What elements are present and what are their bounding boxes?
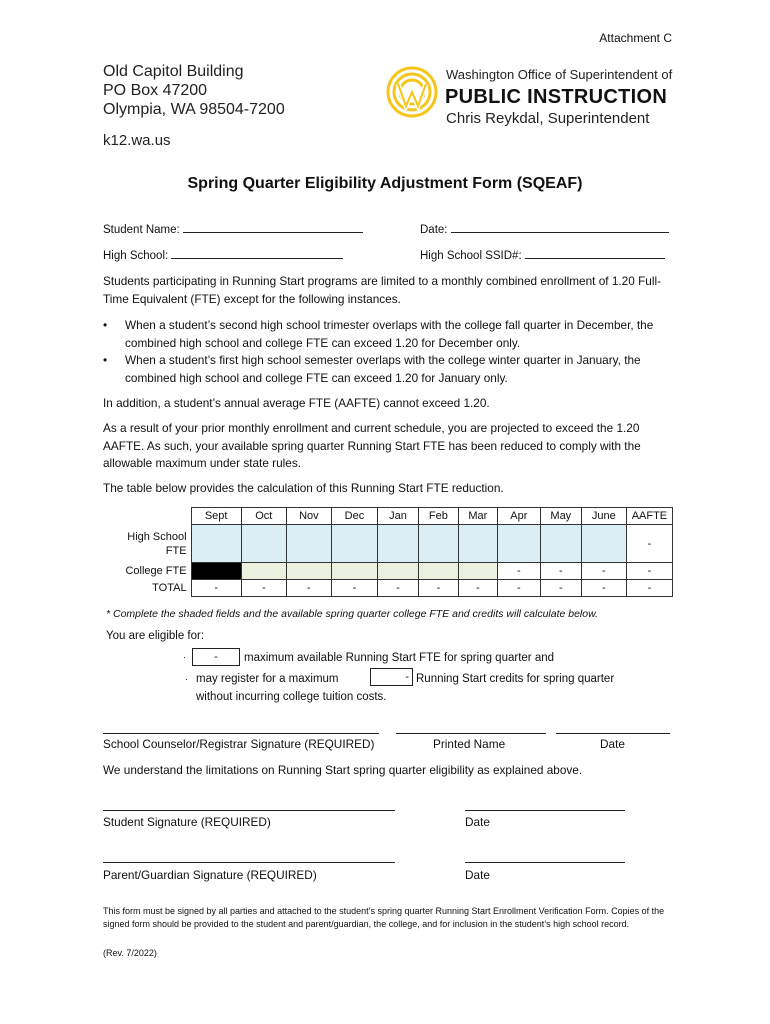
student-date-line[interactable]	[465, 810, 625, 811]
parent-date-label: Date	[465, 868, 490, 882]
hs-fte-cell[interactable]	[331, 525, 377, 563]
eligibility-marker-icon: ·	[183, 652, 186, 662]
understand-statement: We understand the limitations on Running Start spring quarter eligibility as explained above.	[103, 763, 583, 777]
printed-name-line[interactable]	[396, 733, 546, 734]
col-header: Dec	[331, 508, 377, 525]
col-header: AAFTE	[626, 508, 672, 525]
fte-table	[103, 507, 673, 597]
col-header: Apr	[497, 508, 540, 525]
date-line[interactable]	[451, 222, 669, 233]
row-label-total: TOTAL	[152, 582, 187, 594]
credits-prefix: may register for a maximum	[196, 673, 339, 685]
total-cell: -	[241, 580, 286, 597]
college-fte-cell[interactable]	[286, 563, 331, 580]
hs-fte-cell[interactable]	[581, 525, 626, 563]
credits-suffix: without incurring college tuition costs.	[196, 691, 387, 703]
form-title: Spring Quarter Eligibility Adjustment Form (SQEAF)	[187, 175, 583, 192]
col-header: June	[581, 508, 626, 525]
total-cell: -	[331, 580, 377, 597]
student-name-line[interactable]	[183, 222, 363, 233]
bullet-item	[103, 352, 683, 388]
hs-fte-cell[interactable]	[418, 525, 458, 563]
table-row-high-school	[103, 525, 673, 563]
counselor-date-label: Date	[600, 737, 625, 751]
ospi-seal-icon	[386, 62, 438, 126]
address-block	[103, 62, 285, 119]
student-signature-label: Student Signature (REQUIRED)	[103, 815, 271, 829]
total-cell: -	[540, 580, 581, 597]
college-fte-cell[interactable]	[241, 563, 286, 580]
table-note: * Complete the shaded fields and the available spring quarter college FTE and credits will calculate below.	[106, 608, 599, 620]
total-cell: -	[286, 580, 331, 597]
col-header: Feb	[418, 508, 458, 525]
eligibility-marker-icon: ·	[185, 674, 188, 684]
bullet-dot-icon: •	[103, 318, 108, 332]
table-intro: The table below provides the calculation of this Running Start FTE reduction.	[103, 481, 504, 495]
fte-text: maximum available Running Start FTE for spring quarter and	[244, 652, 555, 664]
college-fte-cell[interactable]	[458, 563, 497, 580]
total-cell: -	[418, 580, 458, 597]
intro-paragraph: Students participating in Running Start programs are limited to a monthly combined enrollment of 1.20 Full-Time Equivalent (FTE) except for the following instances.	[103, 274, 662, 306]
college-fte-cell: -	[497, 563, 540, 580]
hs-fte-cell[interactable]	[191, 525, 241, 563]
high-school-line[interactable]	[171, 248, 343, 259]
student-signature-line[interactable]	[103, 810, 395, 811]
bullet-dot-icon: •	[103, 353, 108, 367]
hs-fte-cell[interactable]	[241, 525, 286, 563]
parent-signature-label: Parent/Guardian Signature (REQUIRED)	[103, 868, 317, 882]
parent-date-line[interactable]	[465, 862, 625, 863]
counselor-signature-label: School Counselor/Registrar Signature (REQUIRED)	[103, 737, 375, 751]
aafte-note: In addition, a student’s annual average FTE (AAFTE) cannot exceed 1.20.	[103, 396, 490, 410]
college-fte-cell[interactable]	[418, 563, 458, 580]
ospi-logo	[386, 62, 686, 134]
college-fte-cell: -	[581, 563, 626, 580]
col-header: Nov	[286, 508, 331, 525]
student-name-field[interactable]	[103, 222, 363, 236]
college-fte-cell[interactable]	[331, 563, 377, 580]
total-cell: -	[626, 580, 672, 597]
col-header: Sept	[191, 508, 241, 525]
table-row-total	[103, 580, 673, 597]
college-fte-cell[interactable]	[377, 563, 418, 580]
address-line: Olympia, WA 98504-7200	[103, 101, 285, 118]
high-school-field[interactable]	[103, 248, 343, 262]
hs-fte-cell[interactable]	[540, 525, 581, 563]
col-header: Oct	[241, 508, 286, 525]
college-fte-cell: -	[540, 563, 581, 580]
row-label-college: College FTE	[125, 565, 187, 577]
attachment-label: Attachment C	[599, 31, 672, 45]
parent-signature-line[interactable]	[103, 862, 395, 863]
ssid-label: High School SSID#:	[420, 250, 522, 262]
counselor-date-line[interactable]	[556, 733, 670, 734]
logo-line-3: Chris Reykdal, Superintendent	[446, 110, 650, 127]
high-school-label: High School:	[103, 250, 169, 262]
total-cell: -	[458, 580, 497, 597]
address-line: PO Box 47200	[103, 82, 208, 99]
ssid-line[interactable]	[525, 248, 665, 259]
fte-value-box: -	[192, 648, 240, 666]
date-label: Date:	[420, 224, 448, 236]
total-cell: -	[497, 580, 540, 597]
eligible-label: You are eligible for:	[106, 630, 205, 642]
credits-text: Running Start credits for spring quarter	[416, 673, 615, 685]
result-note: As a result of your prior monthly enrollment and current schedule, you are projected to exceed the 1.20 AAFTE. As such, your available spring quarter Running Start FTE has been reduced to comply with the allowable maximum under state rules.	[103, 421, 641, 470]
hs-fte-cell[interactable]	[497, 525, 540, 563]
college-aafte-cell: -	[626, 563, 672, 580]
col-header: Mar	[458, 508, 497, 525]
logo-line-1: Washington Office of Superintendent of	[446, 67, 673, 82]
student-date-label: Date	[465, 815, 490, 829]
footer-instructions: This form must be signed by all parties and attached to the student’s spring quarter Running Start Enrollment Verification Form. Copies of the signed form should be provided to the student and parent/guardian, the college, and for inclusion in the student’s high school record.	[103, 906, 665, 929]
hs-fte-cell[interactable]	[377, 525, 418, 563]
bullet-text: When a student’s second high school trimester overlaps with the college fall quarter in December, the combined high school and college FTE can exceed 1.20 for December only.	[125, 318, 654, 350]
ssid-field[interactable]	[420, 248, 665, 262]
table-row-college	[103, 563, 673, 580]
logo-line-2: PUBLIC INSTRUCTION	[445, 86, 668, 108]
printed-name-label: Printed Name	[433, 737, 506, 751]
row-label-high-school: High School FTE	[127, 530, 187, 557]
total-cell: -	[581, 580, 626, 597]
hs-fte-cell[interactable]	[286, 525, 331, 563]
date-field[interactable]	[420, 222, 669, 236]
total-cell: -	[377, 580, 418, 597]
bullet-text: When a student’s first high school semester overlaps with the college winter quarter in January, the combined high school and college FTE can exceed 1.20 for January only.	[125, 353, 641, 385]
total-cell: -	[191, 580, 241, 597]
counselor-signature-line[interactable]	[103, 733, 379, 734]
bullet-item	[103, 317, 683, 353]
hs-aafte-cell: -	[626, 525, 672, 563]
address-line: Old Capitol Building	[103, 63, 244, 80]
revision-label: (Rev. 7/2022)	[103, 948, 157, 958]
credits-value-box: -	[370, 668, 413, 686]
col-header: May	[540, 508, 581, 525]
website-label: k12.wa.us	[103, 132, 171, 149]
table-header-row	[103, 508, 673, 525]
college-fte-cell	[191, 563, 241, 580]
table-corner	[103, 508, 191, 525]
hs-fte-cell[interactable]	[458, 525, 497, 563]
col-header: Jan	[377, 508, 418, 525]
student-name-label: Student Name:	[103, 224, 180, 236]
